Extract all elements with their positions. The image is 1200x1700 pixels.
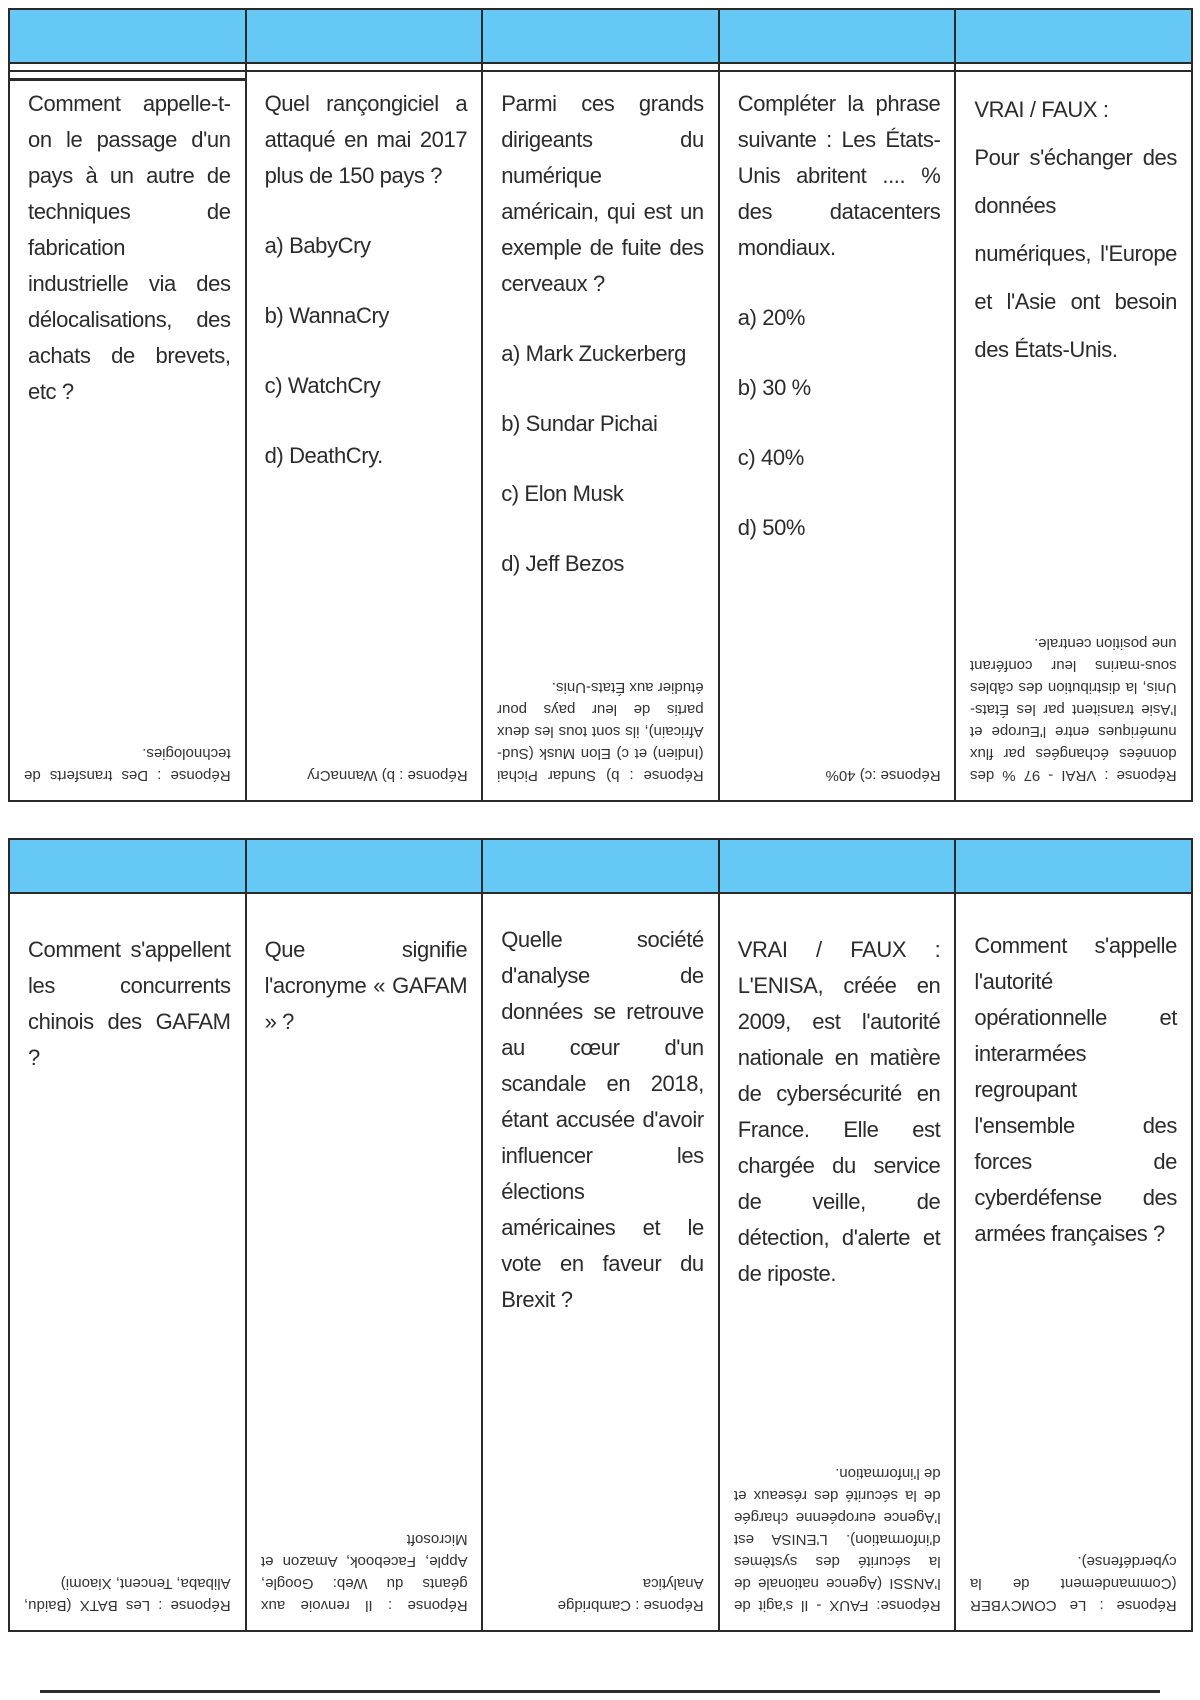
quiz-cards-row-1 bbox=[8, 8, 1193, 802]
quiz-card bbox=[719, 71, 956, 801]
option-b: b) WannaCry bbox=[264, 303, 389, 328]
header-cell bbox=[246, 9, 483, 63]
answer-text-inverted: Réponse : Le COMCYBER (Commandement de la cyberdéfense). bbox=[970, 1553, 1177, 1614]
quiz-card bbox=[719, 893, 956, 1631]
cut-line bbox=[40, 1690, 1160, 1693]
question-text: Pour s'échanger des données numériques, l'Europe et l'Asie ont besoin des États-Unis. bbox=[974, 145, 1177, 362]
question-text: VRAI / FAUX : L'ENISA, créée en 2009, est l'autorité nationale en matière de cybersécurité en France. Elle est chargée du service de veille, de détection, d'alerte et de riposte. bbox=[737, 937, 941, 1286]
question-text: Compléter la phrase suivante : Les États-Unis abritent .... % des datacenters mondiaux. bbox=[737, 91, 941, 260]
quiz-card bbox=[482, 893, 719, 1631]
answer-text-inverted: Réponse : Cambridge Analytica bbox=[557, 1575, 704, 1614]
quiz-card bbox=[9, 71, 246, 801]
header-cell bbox=[719, 9, 956, 63]
option-c: c) 40% bbox=[737, 445, 804, 470]
option-b: b) Sundar Pichai bbox=[501, 411, 658, 436]
quiz-card bbox=[246, 71, 483, 801]
answer-text-inverted: Réponse : Il renvoie aux géants du Web: Google, Apple, Facebook, Amazon et Microsoft bbox=[260, 1531, 468, 1614]
header-band bbox=[9, 9, 1192, 63]
header-cell bbox=[246, 839, 483, 893]
question-text: Parmi ces grands dirigeants du numérique américain, qui est un exemple de fuite des cerveaux ? bbox=[501, 91, 704, 296]
header-cell bbox=[955, 9, 1192, 63]
quiz-card bbox=[9, 893, 246, 1631]
quiz-card bbox=[482, 71, 719, 801]
option-d: d) 50% bbox=[737, 515, 806, 540]
header-cell bbox=[955, 839, 1192, 893]
answer-text-inverted: Réponse :c) 40% bbox=[825, 767, 941, 784]
question-text: Que signifie l'acronyme « GAFAM » ? bbox=[264, 937, 468, 1034]
quiz-card bbox=[955, 71, 1192, 801]
option-d: d) Jeff Bezos bbox=[501, 551, 624, 576]
question-text: Comment appelle-t-on le passage d'un pays à un autre de techniques de fabrication industrielle via des délocalisations, des achats de brevets, etc ? bbox=[28, 91, 231, 404]
header-cell bbox=[719, 839, 956, 893]
header-cell bbox=[9, 9, 246, 63]
answer-text-inverted: Réponse: FAUX - Il s'agit de l'ANSSI (Agence nationale de la sécurité des systèmes d'information). L'ENISA est l'Agence européenne chargée de la sécurité des réseaux et de l'information. bbox=[733, 1465, 941, 1614]
header-band bbox=[9, 839, 1192, 893]
option-a: a) Mark Zuckerberg bbox=[501, 341, 686, 366]
option-b: b) 30 % bbox=[737, 375, 811, 400]
option-a: a) 20% bbox=[737, 305, 806, 330]
quiz-cards-row-2 bbox=[8, 838, 1193, 1632]
answer-text-inverted: Réponse : Des transferts de technologies. bbox=[24, 745, 231, 784]
header-cell bbox=[482, 839, 719, 893]
answer-text-inverted: Réponse : Les BATX (Baidu, Alibaba, Tencent, Xiaomi) bbox=[24, 1575, 231, 1614]
question-text: Comment s'appellent les concurrents chinois des GAFAM ? bbox=[28, 937, 231, 1070]
answer-text-inverted: Réponse : VRAI - 97 % des données échangées par flux numériques entre l'Europe et l'Asie transitent par les États-Unis, la distribution des câbles sous-marins leur conférant une position centrale. bbox=[970, 635, 1177, 784]
quiz-card bbox=[955, 893, 1192, 1631]
header-cell bbox=[9, 839, 246, 893]
question-text: Quelle société d'analyse de données se retrouve au cœur d'un scandale en 2018, étant accusée d'avoir influencer les élections américaines et le vote en faveur du Brexit ? bbox=[501, 927, 704, 1312]
answer-text-inverted: Réponse : b) WannaCry bbox=[306, 767, 468, 784]
option-a: a) BabyCry bbox=[264, 233, 371, 258]
question-text: Quel rançongiciel a attaqué en mai 2017 plus de 150 pays ? bbox=[264, 91, 468, 188]
answer-text-inverted: Réponse : b) Sundar Pichai (Indien) et c) Elon Musk (Sud-Africain), ils sont tous les deux partis de leur pays pour étudier aux États-Unis. bbox=[497, 679, 704, 784]
header-cell bbox=[482, 9, 719, 63]
option-c: c) Elon Musk bbox=[501, 481, 624, 506]
option-d: d) DeathCry. bbox=[264, 443, 383, 468]
question-heading: VRAI / FAUX : bbox=[974, 97, 1109, 122]
question-text: Comment s'appelle l'autorité opérationnelle et interarmées regroupant l'ensemble des forces de cyberdéfense des armées françaises ? bbox=[974, 933, 1177, 1246]
option-c: c) WatchCry bbox=[264, 373, 381, 398]
quiz-card bbox=[246, 893, 483, 1631]
